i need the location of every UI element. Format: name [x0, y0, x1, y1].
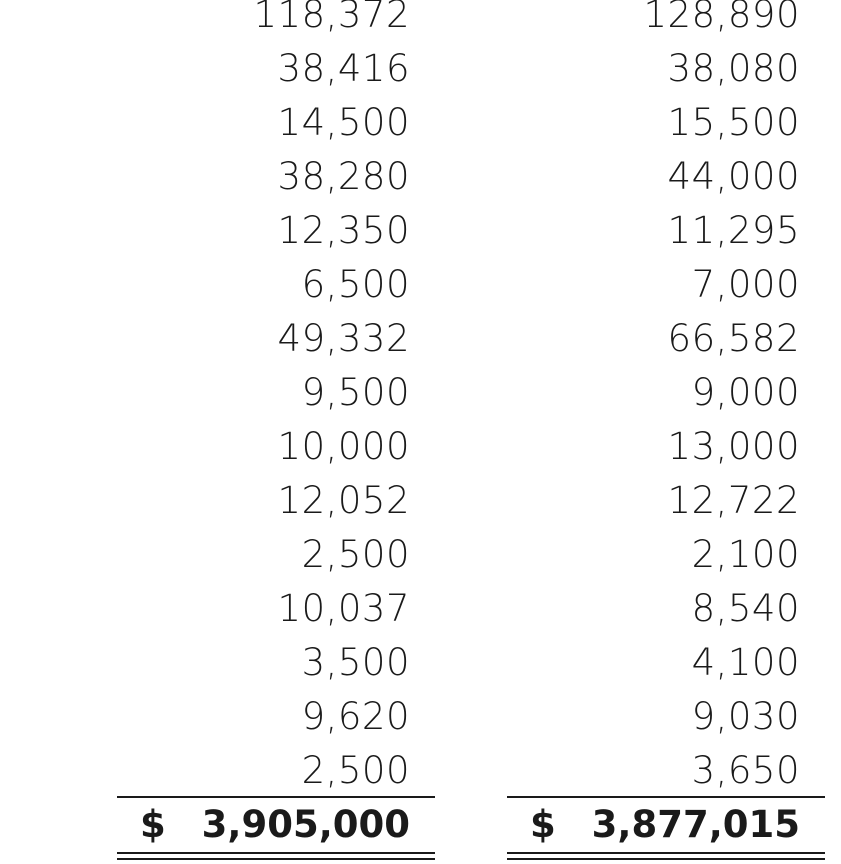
amount-cell: 4,100	[691, 641, 800, 684]
amount-cell: 10,037	[277, 587, 410, 630]
amount-cell: 118,372	[253, 0, 410, 36]
amount-cell: 38,416	[277, 47, 410, 90]
amount-cell: 13,000	[667, 425, 800, 468]
amount-cell: 9,620	[301, 695, 410, 738]
total-double-rule-1a	[117, 852, 435, 854]
amount-cell: 49,332	[277, 317, 410, 360]
amount-cell: 128,890	[643, 0, 800, 36]
total-row-2	[530, 800, 800, 850]
amount-cell: 38,080	[667, 47, 800, 90]
amount-cell: 9,500	[301, 371, 410, 414]
amount-cell: 12,350	[277, 209, 410, 252]
amount-cell: 7,000	[691, 263, 800, 306]
total-double-rule-1b	[117, 858, 435, 860]
amount-cell: 8,540	[691, 587, 800, 630]
amount-cell: 11,295	[667, 209, 800, 252]
currency-symbol: $	[530, 803, 556, 846]
amount-cell: 9,030	[691, 695, 800, 738]
total-double-rule-2b	[507, 858, 825, 860]
amount-column-2	[480, 0, 800, 798]
amount-cell: 12,722	[667, 479, 800, 522]
amount-cell: 14,500	[277, 101, 410, 144]
amount-cell: 10,000	[277, 425, 410, 468]
amount-cell: 3,650	[691, 749, 800, 792]
amount-cell: 2,100	[691, 533, 800, 576]
amount-cell: 6,500	[301, 263, 410, 306]
amount-cell: 44,000	[667, 155, 800, 198]
amount-cell: 15,500	[667, 101, 800, 144]
total-double-rule-2a	[507, 852, 825, 854]
amount-cell: 2,500	[301, 749, 410, 792]
amount-column-1	[90, 0, 410, 798]
currency-symbol: $	[140, 803, 166, 846]
amount-cell: 66,582	[667, 317, 800, 360]
subtotal-rule-2	[507, 796, 825, 798]
amount-cell: 12,052	[277, 479, 410, 522]
grand-total-amount: 3,905,000	[201, 803, 410, 846]
amount-cell: 38,280	[277, 155, 410, 198]
total-row-1	[140, 800, 410, 850]
amount-cell: 2,500	[301, 533, 410, 576]
grand-total-amount: 3,877,015	[591, 803, 800, 846]
amount-cell: 9,000	[691, 371, 800, 414]
subtotal-rule-1	[117, 796, 435, 798]
amount-cell: 3,500	[301, 641, 410, 684]
